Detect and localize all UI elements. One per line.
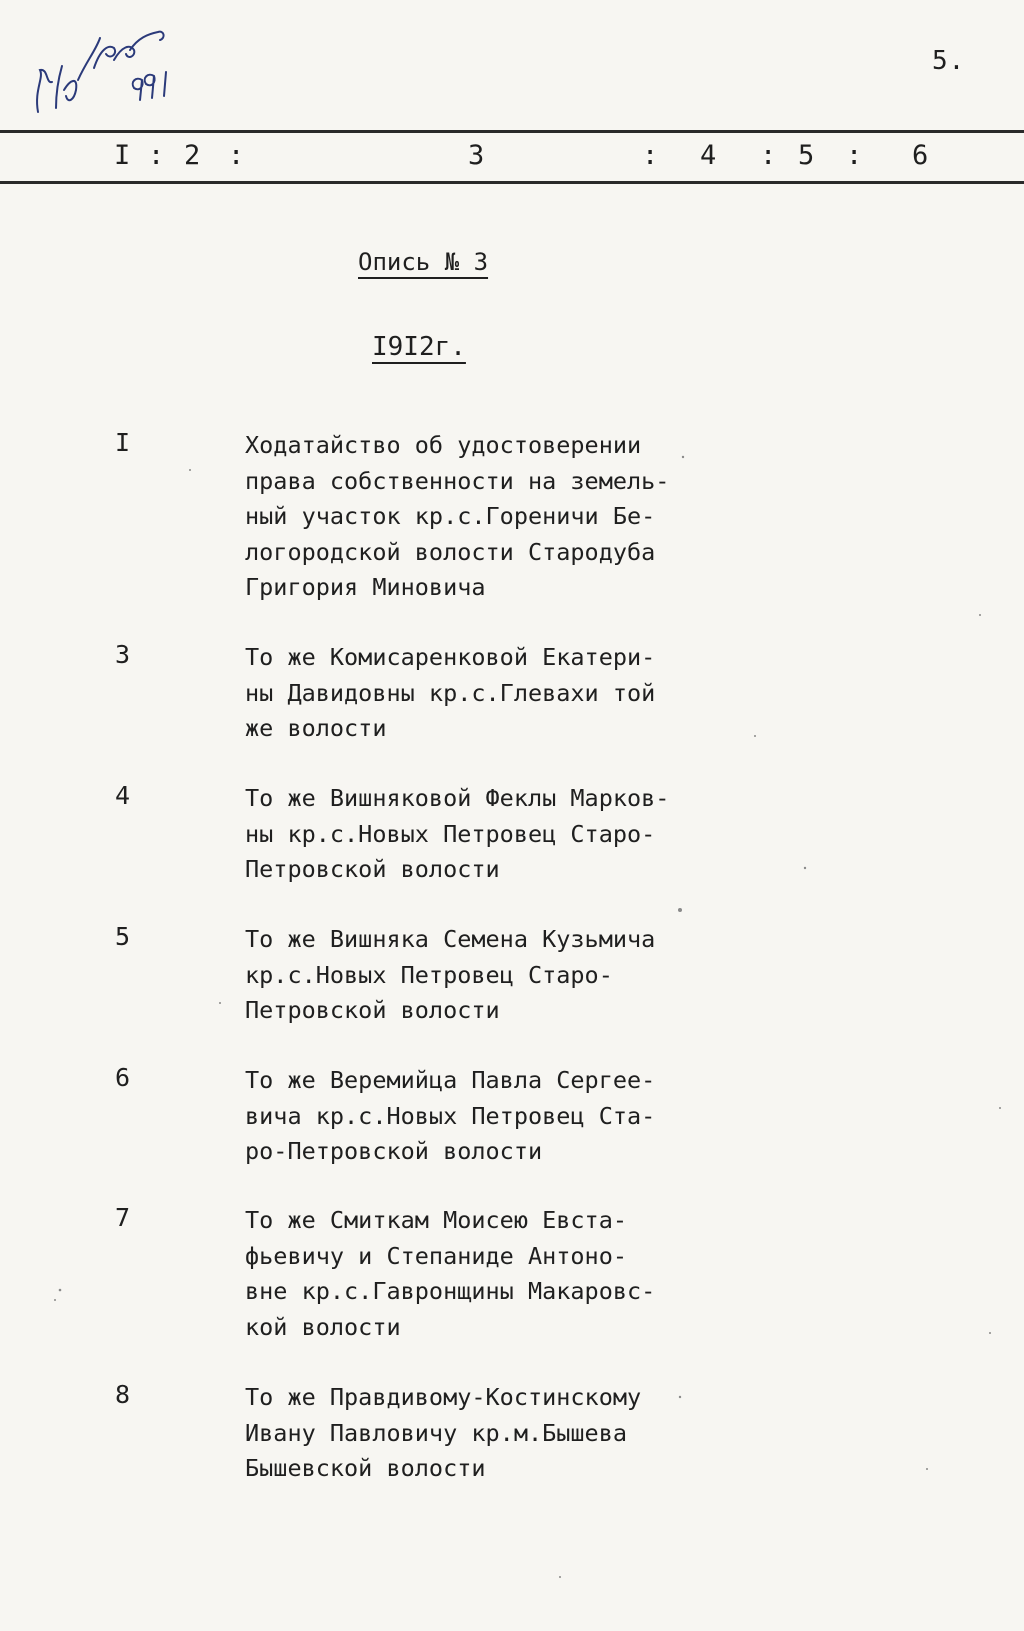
- entry-text: То же Правдивому-Костинскому Ивану Павловичу кр.м.Бышева Бышевской волости: [245, 1383, 642, 1482]
- entry-number: 8: [115, 1380, 131, 1409]
- handwritten-note-scribble: [30, 20, 180, 130]
- column-header-4: 4: [700, 140, 717, 171]
- column-separator: :: [228, 140, 245, 171]
- entry-text: То же Веремийца Павла Сергее- вича кр.с.Новых Петровец Ста- ро-Петровской волости: [245, 1066, 656, 1165]
- entry-number: 3: [115, 640, 131, 669]
- column-header-6: 6: [912, 140, 929, 171]
- column-header-1: I: [114, 140, 131, 171]
- handwritten-annotation: [30, 20, 180, 130]
- entry-text: То же Смиткам Моисею Евста- фьевичу и Степаниде Антоно- вне кр.с.Гавронщины Макаровс- кой волости: [245, 1206, 656, 1341]
- column-header-row: [0, 140, 1024, 176]
- column-separator: :: [148, 140, 165, 171]
- entry-text: То же Комисаренковой Екатери- ны Давидовны кр.с.Глевахи той же волости: [245, 643, 656, 742]
- entry-number: I: [115, 428, 131, 457]
- entry-number: 7: [115, 1203, 131, 1232]
- entry-number: 6: [115, 1063, 131, 1092]
- entry-number: 4: [115, 781, 131, 810]
- entry-text: То же Вишняковой Феклы Марков- ны кр.с.Новых Петровец Старо- Петровской волости: [245, 784, 670, 883]
- header-rule-top: [0, 130, 1024, 133]
- column-header-3: 3: [468, 140, 485, 171]
- entry-text: То же Вишняка Семена Кузьмича кр.с.Новых Петровец Старо- Петровской волости: [245, 925, 656, 1024]
- entry-text: Ходатайство об удостоверении права собственности на земель- ный участок кр.с.Горeничи Бе- логородской волости Стародуба Григория Миновича: [245, 431, 670, 601]
- header-rule-bottom: [0, 181, 1024, 184]
- inventory-title: Опись № 3: [358, 248, 489, 276]
- column-header-2: 2: [184, 140, 201, 171]
- column-separator: :: [642, 140, 659, 171]
- column-separator: :: [760, 140, 777, 171]
- page-number: 5.: [932, 46, 966, 76]
- entry-number: 5: [115, 922, 131, 951]
- column-header-5: 5: [798, 140, 815, 171]
- column-separator: :: [846, 140, 863, 171]
- inventory-year: I9I2г.: [372, 332, 466, 362]
